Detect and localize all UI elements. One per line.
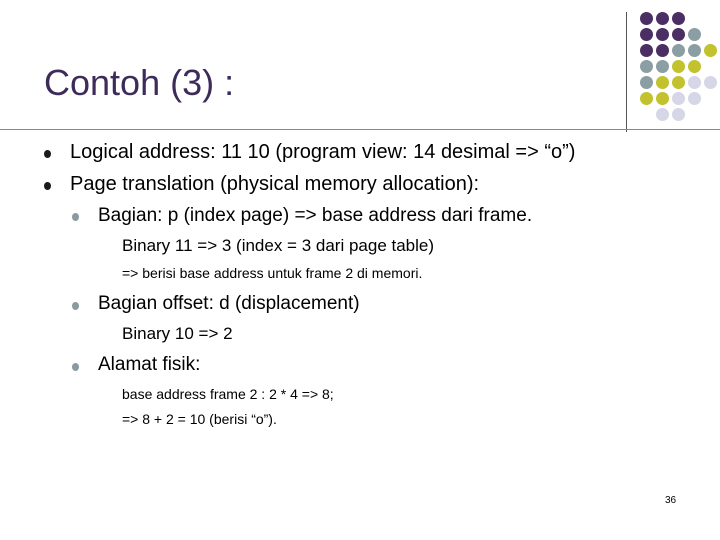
decor-dot	[688, 60, 701, 73]
decor-dot	[688, 76, 701, 89]
content-line: Logical address: 11 10 (program view: 14 desimal => “o”)	[70, 141, 576, 163]
bullet-icon	[44, 182, 51, 190]
decor-dot	[672, 76, 685, 89]
decor-dot	[672, 60, 685, 73]
decor-dot	[672, 12, 685, 25]
decor-dot	[656, 60, 669, 73]
decor-dot	[656, 44, 669, 57]
decor-dot	[688, 92, 701, 105]
bullet-icon	[72, 213, 79, 221]
decor-dot	[640, 76, 653, 89]
content-line: Binary 10 => 2	[122, 324, 233, 343]
decor-dot	[656, 76, 669, 89]
page-number: 36	[665, 495, 677, 506]
content-line: Alamat fisik:	[98, 354, 201, 375]
decor-dot	[704, 76, 717, 89]
title-underline	[0, 129, 720, 130]
content-line: Bagian: p (index page) => base address dari frame.	[98, 205, 533, 226]
decor-dot	[688, 44, 701, 57]
bullet-icon	[72, 363, 79, 371]
decor-dot	[704, 44, 717, 57]
content-line: => berisi base address untuk frame 2 di memori.	[122, 265, 423, 281]
content-line: Binary 11 => 3 (index = 3 dari page table)	[122, 236, 435, 255]
content-line: Bagian offset: d (displacement)	[98, 293, 360, 314]
slide-title: Contoh (3) :	[44, 62, 235, 103]
decor-dot	[672, 92, 685, 105]
bullet-icon	[44, 150, 51, 158]
decor-dot	[656, 28, 669, 41]
decor-dot	[656, 92, 669, 105]
content-line: Page translation (physical memory allocation):	[70, 173, 480, 195]
decor-dot	[640, 92, 653, 105]
decor-dot	[656, 12, 669, 25]
decor-dot	[640, 12, 653, 25]
decor-dot	[640, 28, 653, 41]
bullet-icon	[72, 302, 79, 310]
decor-dot	[688, 28, 701, 41]
decor-dot	[672, 44, 685, 57]
content-line: base address frame 2 : 2 * 4 => 8;	[122, 386, 334, 402]
decor-dot	[640, 44, 653, 57]
title-vertical-divider	[626, 12, 627, 132]
content-line: => 8 + 2 = 10 (berisi “o”).	[122, 411, 277, 427]
decor-dot	[640, 60, 653, 73]
decor-dot	[672, 108, 685, 121]
decor-dot	[672, 28, 685, 41]
decor-dot	[656, 108, 669, 121]
